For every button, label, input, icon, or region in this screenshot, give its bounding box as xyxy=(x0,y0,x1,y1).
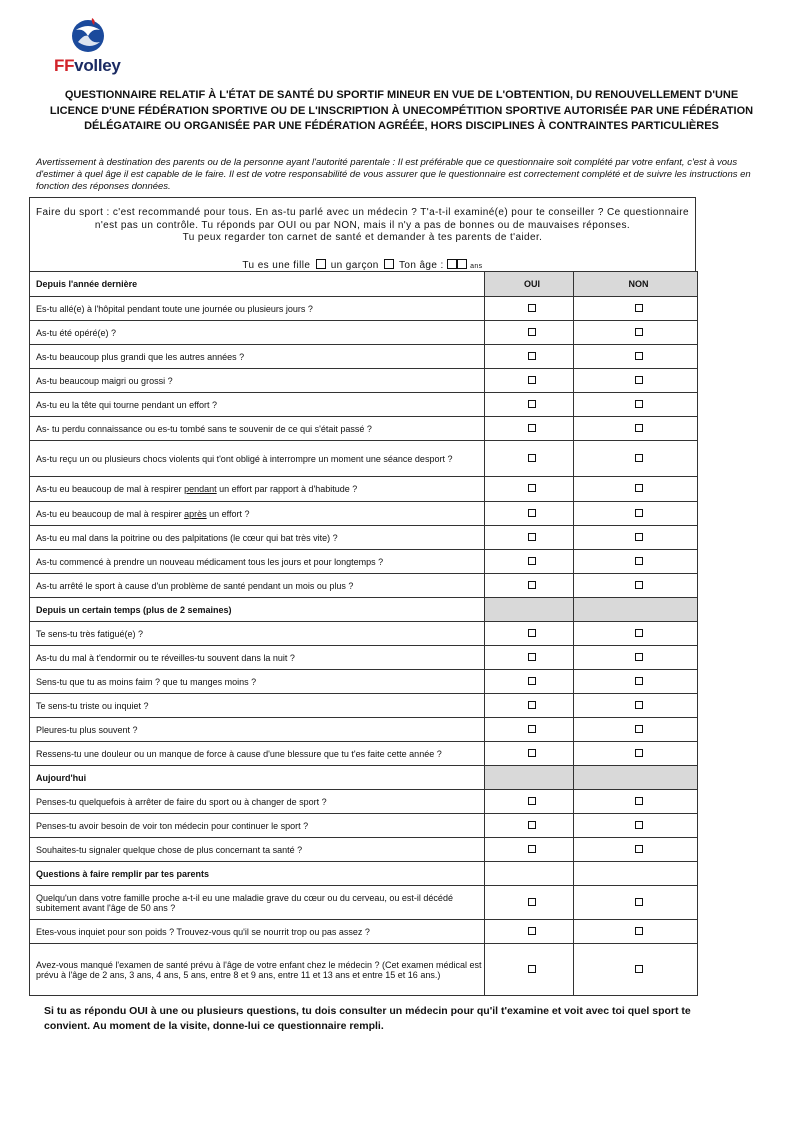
yes-cell xyxy=(485,598,574,622)
question-text-emphasis: après xyxy=(184,508,207,519)
yes-checkbox[interactable] xyxy=(528,352,536,360)
section-title: Questions à faire remplir par tes parents xyxy=(30,862,485,886)
parent-warning: Avertissement à destination des parents ou de la personne ayant l'autorité parentale : Il est préférable que ce questionnaire soit complété par votre enfant, c'est à vous d'estimer à quel âge il est capable de le faire. Il est de votre responsabilité de vous assurer que le questionnaire est correctement complété et de suivre les instructions en fonction des réponses données. xyxy=(36,157,751,192)
yes-cell xyxy=(485,670,574,694)
boy-checkbox[interactable] xyxy=(384,259,394,269)
yes-checkbox[interactable] xyxy=(528,557,536,565)
yes-cell xyxy=(485,838,574,862)
yes-cell xyxy=(485,790,574,814)
yes-checkbox[interactable] xyxy=(528,376,536,384)
no-cell xyxy=(574,814,698,838)
no-checkbox[interactable] xyxy=(635,965,643,973)
question-row xyxy=(30,646,698,670)
yes-cell xyxy=(485,742,574,766)
question-text: Avez-vous manqué l'examen de santé prévu à l'âge de votre enfant chez le médecin ? (Cet examen médical est prévu à l'âge de 2 ans, 3 ans, 4 ans, 5 ans, entre 8 et 9 ans, entre 11 et 13 ans et entre 15 et 16 ans.) xyxy=(30,944,485,996)
question-text: Te sens-tu très fatigué(e) ? xyxy=(30,622,485,646)
no-cell xyxy=(574,622,698,646)
yes-cell xyxy=(485,345,574,369)
no-cell xyxy=(574,766,698,790)
no-cell xyxy=(574,838,698,862)
no-cell xyxy=(574,477,698,502)
no-checkbox[interactable] xyxy=(635,749,643,757)
no-cell xyxy=(574,345,698,369)
yes-cell xyxy=(485,862,574,886)
questionnaire-table xyxy=(29,271,698,996)
ffvolley-logo xyxy=(52,16,124,78)
no-checkbox[interactable] xyxy=(635,509,643,517)
yes-checkbox[interactable] xyxy=(528,821,536,829)
no-checkbox[interactable] xyxy=(635,454,643,462)
girl-checkbox[interactable] xyxy=(316,259,326,269)
question-row xyxy=(30,369,698,393)
no-cell xyxy=(574,574,698,598)
no-checkbox[interactable] xyxy=(635,557,643,565)
question-text-part: As-tu eu beaucoup de mal à respirer xyxy=(36,508,185,519)
no-cell xyxy=(574,944,698,996)
no-checkbox[interactable] xyxy=(635,352,643,360)
question-row xyxy=(30,920,698,944)
yes-cell xyxy=(485,814,574,838)
no-cell xyxy=(574,321,698,345)
question-row xyxy=(30,321,698,345)
yes-cell xyxy=(485,646,574,670)
yes-checkbox[interactable] xyxy=(528,629,536,637)
question-text: As-tu commencé à prendre un nouveau médicament tous les jours et pour longtemps ? xyxy=(30,550,485,574)
question-row xyxy=(30,526,698,550)
no-checkbox[interactable] xyxy=(635,725,643,733)
no-checkbox[interactable] xyxy=(635,400,643,408)
question-row xyxy=(30,417,698,441)
no-cell xyxy=(574,920,698,944)
no-checkbox[interactable] xyxy=(635,677,643,685)
no-checkbox[interactable] xyxy=(635,484,643,492)
yes-cell xyxy=(485,393,574,417)
yes-column-header: OUI xyxy=(485,272,574,297)
yes-checkbox[interactable] xyxy=(528,400,536,408)
question-text-part: As-tu eu beaucoup de mal à respirer xyxy=(36,484,185,494)
yes-checkbox[interactable] xyxy=(528,533,536,541)
no-cell xyxy=(574,502,698,526)
question-row xyxy=(30,790,698,814)
yes-checkbox[interactable] xyxy=(528,898,536,906)
yes-cell xyxy=(485,477,574,502)
section-row xyxy=(30,272,698,297)
no-cell xyxy=(574,886,698,920)
no-checkbox[interactable] xyxy=(635,845,643,853)
question-row xyxy=(30,393,698,417)
question-text: Etes-vous inquiet pour son poids ? Trouvez-vous qu'il se nourrit trop ou pas assez ? xyxy=(30,920,485,944)
footer-instruction: Si tu as répondu OUI à une ou plusieurs questions, tu dois consulter un médecin pour qu'il t'examine et voit avec toi quel sport te convient. Au moment de la visite, donne-lui ce questionnaire rempli. xyxy=(44,1005,691,1032)
no-cell xyxy=(574,550,698,574)
question-text xyxy=(30,477,485,502)
no-checkbox[interactable] xyxy=(635,629,643,637)
no-checkbox[interactable] xyxy=(635,898,643,906)
yes-checkbox[interactable] xyxy=(528,797,536,805)
question-text: As-tu beaucoup maigri ou grossi ? xyxy=(30,369,485,393)
no-checkbox[interactable] xyxy=(635,304,643,312)
question-row xyxy=(30,886,698,920)
yes-cell xyxy=(485,526,574,550)
yes-checkbox[interactable] xyxy=(528,653,536,661)
yes-cell xyxy=(485,718,574,742)
ffvolley-wordmark: FFvolley xyxy=(54,56,121,75)
question-text: As-tu reçu un ou plusieurs chocs violents qui t'ont obligé à interrompre un moment une séance desport ? xyxy=(30,441,485,477)
no-checkbox[interactable] xyxy=(635,821,643,829)
section-row xyxy=(30,598,698,622)
girl-label: Tu es une fille xyxy=(242,260,311,271)
age-digit-2-field[interactable] xyxy=(457,259,467,269)
question-row xyxy=(30,297,698,321)
section-title: Depuis l'année dernière xyxy=(30,272,485,297)
question-row xyxy=(30,944,698,996)
yes-checkbox[interactable] xyxy=(528,701,536,709)
question-row xyxy=(30,742,698,766)
yes-cell xyxy=(485,502,574,526)
yes-checkbox[interactable] xyxy=(528,424,536,432)
question-text: Pleures-tu plus souvent ? xyxy=(30,718,485,742)
question-row xyxy=(30,550,698,574)
yes-checkbox[interactable] xyxy=(528,509,536,517)
yes-cell xyxy=(485,766,574,790)
yes-cell xyxy=(485,297,574,321)
no-checkbox[interactable] xyxy=(635,581,643,589)
question-text: As- tu perdu connaissance ou es-tu tombé sans te souvenir de ce qui s'était passé ? xyxy=(30,417,485,441)
question-text: As-tu eu la tête qui tourne pendant un effort ? xyxy=(30,393,485,417)
no-cell xyxy=(574,862,698,886)
no-cell xyxy=(574,393,698,417)
question-row xyxy=(30,670,698,694)
intro-text-2: Tu peux regarder ton carnet de santé et demander à tes parents de t'aider. xyxy=(182,232,543,243)
no-cell xyxy=(574,297,698,321)
no-cell xyxy=(574,718,698,742)
yes-checkbox[interactable] xyxy=(528,845,536,853)
yes-checkbox[interactable] xyxy=(528,454,536,462)
yes-cell xyxy=(485,944,574,996)
no-column-header: NON xyxy=(574,272,698,297)
question-row xyxy=(30,345,698,369)
question-row xyxy=(30,441,698,477)
question-text-part: un effort ? xyxy=(206,508,250,519)
question-text: Quelqu'un dans votre famille proche a-t-il eu une maladie grave du cœur ou du cerveau, ou est-il décédé subitement avant l'âge de 50 ans ? xyxy=(30,886,485,920)
yes-checkbox[interactable] xyxy=(528,581,536,589)
yes-cell xyxy=(485,886,574,920)
yes-checkbox[interactable] xyxy=(528,304,536,312)
section-title: Depuis un certain temps (plus de 2 semaines) xyxy=(30,598,485,622)
no-cell xyxy=(574,369,698,393)
age-digit-1-field[interactable] xyxy=(447,259,457,269)
no-cell xyxy=(574,526,698,550)
ffvolley-emblem-icon xyxy=(70,16,106,54)
no-cell xyxy=(574,598,698,622)
no-cell xyxy=(574,417,698,441)
page-title: QUESTIONNAIRE RELATIF À L'ÉTAT DE SANTÉ DU SPORTIF MINEUR EN VUE DE L'OBTENTION, DU RENOUVELLEMENT D'UNE LICENCE D'UNE FÉDÉRATION SPORTIVE OU DE L'INSCRIPTION À UNECOMPÉTITION SPORTIVE AUTORISÉE PAR UNE FÉDÉRATION DÉLÉGATAIRE OU ORGANISÉE PAR UNE FÉDÉRATION AGRÉÉE, HORS DISCIPLINES À CONTRAINTES PARTICULIÈRES xyxy=(49,89,754,132)
question-row xyxy=(30,838,698,862)
no-checkbox[interactable] xyxy=(635,328,643,336)
question-text: Es-tu allé(e) à l'hôpital pendant toute une journée ou plusieurs jours ? xyxy=(30,297,485,321)
yes-cell xyxy=(485,574,574,598)
question-text xyxy=(30,502,485,526)
question-row xyxy=(30,477,698,502)
question-text: As-tu arrêté le sport à cause d'un problème de santé pendant un mois ou plus ? xyxy=(30,574,485,598)
question-row xyxy=(30,574,698,598)
question-row xyxy=(30,814,698,838)
yes-checkbox[interactable] xyxy=(528,965,536,973)
yes-cell xyxy=(485,441,574,477)
yes-checkbox[interactable] xyxy=(528,725,536,733)
yes-checkbox[interactable] xyxy=(528,484,536,492)
question-text: Penses-tu avoir besoin de voir ton médecin pour continuer le sport ? xyxy=(30,814,485,838)
yes-checkbox[interactable] xyxy=(528,927,536,935)
yes-cell xyxy=(485,920,574,944)
no-checkbox[interactable] xyxy=(635,376,643,384)
no-cell xyxy=(574,790,698,814)
question-text: Te sens-tu triste ou inquiet ? xyxy=(30,694,485,718)
question-text: As-tu du mal à t'endormir ou te réveilles-tu souvent dans la nuit ? xyxy=(30,646,485,670)
age-unit: ans xyxy=(470,263,483,270)
section-row xyxy=(30,766,698,790)
question-text: Souhaites-tu signaler quelque chose de plus concernant ta santé ? xyxy=(30,838,485,862)
no-checkbox[interactable] xyxy=(635,797,643,805)
no-checkbox[interactable] xyxy=(635,701,643,709)
no-cell xyxy=(574,742,698,766)
no-cell xyxy=(574,646,698,670)
intro-box xyxy=(29,197,696,271)
intro-text: Faire du sport : c'est recommandé pour tous. En as-tu parlé avec un médecin ? T'a-t-il examiné(e) pour te conseiller ? Ce questionnaire n'est pas un contrôle. Tu réponds par OUI ou par NON, mais il n'y a pas de bonnes ou de mauvaises réponses. xyxy=(36,207,689,231)
question-text: Penses-tu quelquefois à arrêter de faire du sport ou à changer de sport ? xyxy=(30,790,485,814)
yes-cell xyxy=(485,369,574,393)
question-text-emphasis: pendant xyxy=(184,484,217,494)
no-cell xyxy=(574,670,698,694)
yes-checkbox[interactable] xyxy=(528,328,536,336)
age-label: Ton âge : xyxy=(398,260,444,271)
yes-cell xyxy=(485,550,574,574)
yes-checkbox[interactable] xyxy=(528,677,536,685)
boy-label: un garçon xyxy=(330,260,379,271)
no-checkbox[interactable] xyxy=(635,653,643,661)
section-title: Aujourd'hui xyxy=(30,766,485,790)
yes-cell xyxy=(485,694,574,718)
yes-cell xyxy=(485,417,574,441)
question-text: As-tu beaucoup plus grandi que les autres années ? xyxy=(30,345,485,369)
question-text: As-tu eu mal dans la poitrine ou des palpitations (le cœur qui bat très vite) ? xyxy=(30,526,485,550)
yes-cell xyxy=(485,321,574,345)
yes-checkbox[interactable] xyxy=(528,749,536,757)
no-checkbox[interactable] xyxy=(635,927,643,935)
yes-cell xyxy=(485,622,574,646)
no-cell xyxy=(574,694,698,718)
question-text: As-tu été opéré(e) ? xyxy=(30,321,485,345)
question-row xyxy=(30,718,698,742)
no-checkbox[interactable] xyxy=(635,533,643,541)
question-row xyxy=(30,502,698,526)
question-text: Sens-tu que tu as moins faim ? que tu manges moins ? xyxy=(30,670,485,694)
question-row xyxy=(30,694,698,718)
no-cell xyxy=(574,441,698,477)
question-text: Ressens-tu une douleur ou un manque de force à cause d'une blessure que tu t'es faite cette année ? xyxy=(30,742,485,766)
section-row xyxy=(30,862,698,886)
no-checkbox[interactable] xyxy=(635,424,643,432)
question-row xyxy=(30,622,698,646)
question-text-part: un effort par rapport à d'habitude ? xyxy=(216,484,358,494)
